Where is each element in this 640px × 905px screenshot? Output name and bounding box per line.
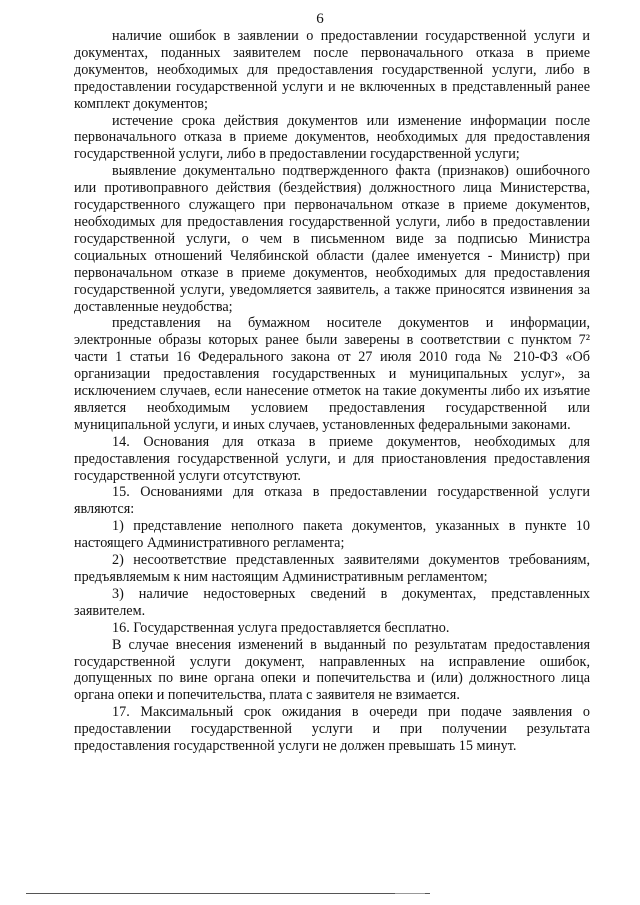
paragraph-errors-in-application: наличие ошибок в заявлении о предоставлении государственной услуги и документах, поданных заявителем после первоначального отказа в приеме документов, необходимых для предоставления государственной услуги, либо в предоставлении государственной услуги и не включенных в представленный ранее комплект документов; <box>74 28 590 112</box>
paragraph-document-expiry: истечение срока действия документов или изменение информации после первоначального отказа в приеме документов, необходимых для предоставления государственной услуги, либо в предоставлении государственной услуги; <box>74 112 590 163</box>
paragraph-item-16: 16. Государственная услуга предоставляется бесплатно. <box>112 619 450 636</box>
paragraph-item-16-changes: В случае внесения изменений в выданный по результатам предоставления государственной услуги документ, направленных на исправление ошибок, допущенных по вине органа опеки и попечительства и (или) должностного лица органа опеки и попечительства, плата с заявителя не взимается. <box>74 636 590 704</box>
paragraph-item-15-1: 1) представление неполного пакета документов, указанных в пункте 10 настоящего Административного регламента; <box>74 518 590 552</box>
document-body <box>74 28 590 755</box>
paragraph-item-14: 14. Основания для отказа в приеме документов, необходимых для предоставления государственной услуги, и для приостановления предоставления государственной услуги отсутствуют. <box>74 433 590 484</box>
footer-rule <box>26 893 430 894</box>
page-number: 6 <box>316 11 324 27</box>
footer-rule-fragment <box>395 893 425 894</box>
paragraph-item-17: 17. Максимальный срок ожидания в очереди при подаче заявления о предоставлении государственной услуги и при получении результата предоставления государственной услуги не должен превышать 15 минут. <box>74 704 590 755</box>
paragraph-item-15-2: 2) несоответствие представленных заявителями документов требованиям, предъявляемым к ним настоящим Административным регламентом; <box>74 552 590 585</box>
paragraph-paper-documents: представления на бумажном носителе документов и информации, электронные образы которых ранее были заверены в соответствии с пунктом 7² части 1 статьи 16 Федерального закона от 27 июля 2010 года № 210-ФЗ «Об организации предоставления государственных и муниципальных услуг», за исключением случаев, если нанесение отметок на такие документы либо их изъятие является необходимым условием предоставления государственной или муниципальной услуги, и иных случаев, установленных федеральными законами. <box>74 315 590 433</box>
paragraph-official-error: выявление документально подтвержденного факта (признаков) ошибочного или противоправного действия (бездействия) должностного лица Министерства, государственного служащего при первоначальном отказе в приеме документов, необходимых для предоставления государственной услуги, либо в предоставлении государственной услуги, о чем в письменном виде за подписью Министра социальных отношений Челябинской области (далее именуется - Министр) при первоначальном отказе в приеме документов, необходимых для предоставления государственной услуги, уведомляется заявитель, а также приносятся извинения за доставленные неудобства; <box>74 163 590 315</box>
paragraph-item-15-3: 3) наличие недостоверных сведений в документах, представленных заявителем. <box>74 585 590 619</box>
paragraph-item-15: 15. Основаниями для отказа в предоставлении государственной услуги являются: <box>74 484 590 518</box>
